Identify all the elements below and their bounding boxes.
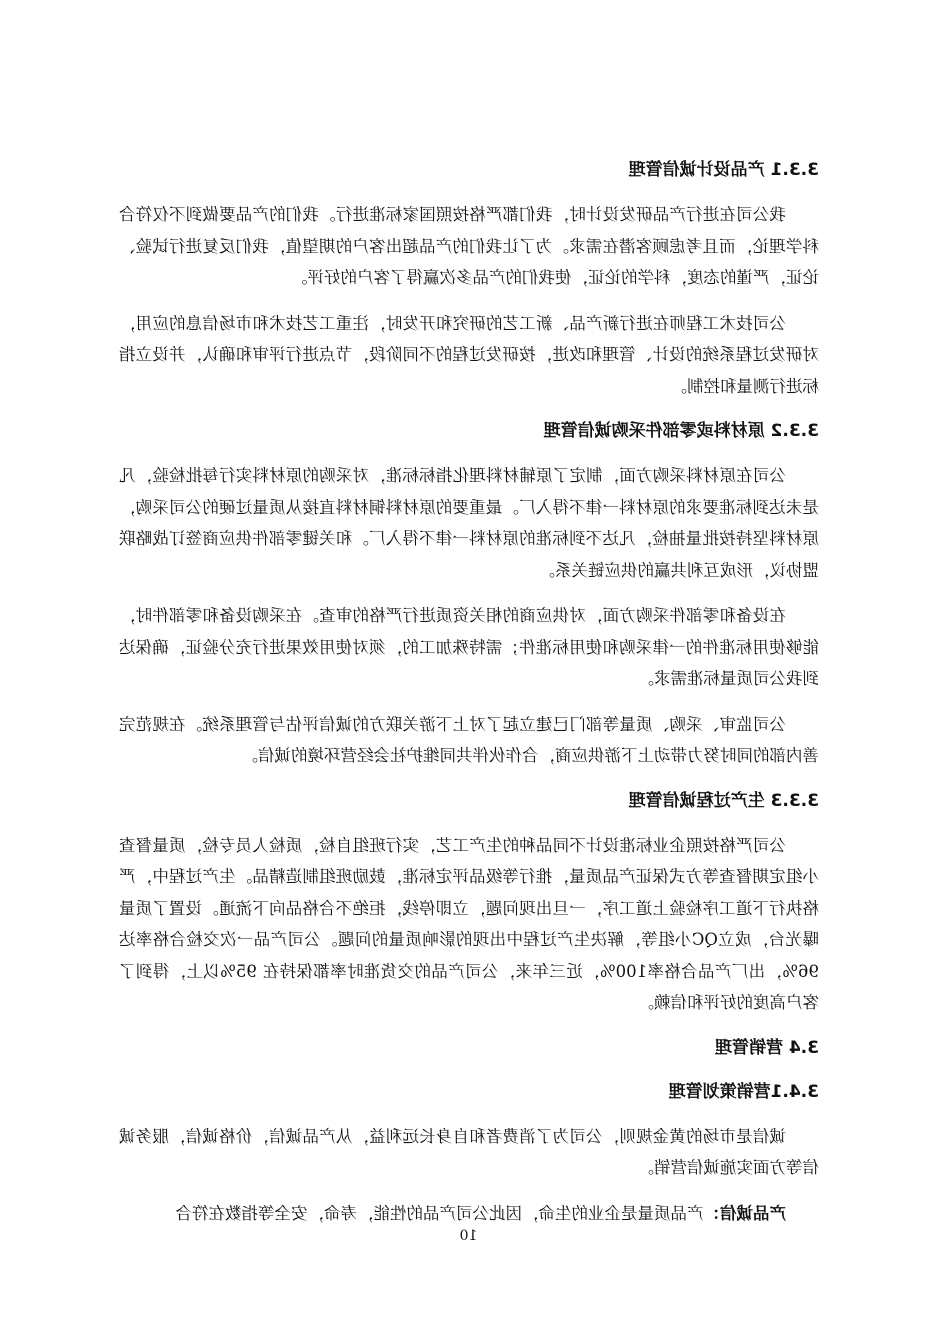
page-body <box>119 155 819 1229</box>
paragraph: 公司严格按照企业标准设计不同品种的生产工艺，实行班组自检，质检人员专检，质量督查小组定期督查等方式保证产品质量，推行等级品评定标准，鼓励班组制造精品。生产过程中，严格执行下道工序检验上道工序，一旦出现问题，立即停线，拒绝不合格品向下流通。设置了质量曝光台，成立QC小组等，解决生产过程中出现的影响质量的问题。公司产品一次交检合格率达96%，出厂产品合格率100%，近三年来，公司产品的交货准时率都保持在 95%以上，得到了客户高度的好评和信赖。 <box>119 835 819 1012</box>
page-number: 10 <box>459 1228 478 1244</box>
paragraph: 诚信是市场的黄金规则，公司为了消费者和自身长远利益，从产品诚信，价格诚信，服务诚信等方面实施诚信营销。 <box>119 1126 819 1177</box>
section-heading-3-3-3: 3.3.3 生产过程诚信管理 <box>628 790 819 811</box>
section-heading-3-3-2: 3.3.2 原材料或零部件采购诚信管理 <box>543 421 819 441</box>
paragraph-text: 产品质量是企业的生命，因此公司产品的性能，寿命，安全等指数在符合 <box>175 1203 704 1223</box>
paragraph: 在设备和零部件采购方面，对供应商的相关资质进行严格的审查。在采购设备和零部件时，能够使用标准件的一律采购和使用标准件；需特殊加工的，须对使用效果进行充分验证，确保达到我公司质量标准需求。 <box>119 606 819 688</box>
paragraph: 公司技术工程师在进行新产品、新工艺的研究和开发时，注重工艺技术和市场信息的应用，对研发过程系统的设计、管理和改进，按研发过程的不同阶段，节点进行评审和确认，并设立指标进行测量和控制。 <box>119 313 819 396</box>
paragraph: 公司监审、采购、质量等部门已建立起了对上下游关联方的诚信评估与管理系统。在规范完善内部的同时努力带动上下游供应商，合作伙伴共同维护社会经营环境的诚信。 <box>119 714 819 765</box>
paragraph-lead: 产品诚信： <box>703 1203 786 1223</box>
section-heading-3-4-1: 3.4.1营销策划管理 <box>668 1081 819 1102</box>
section-heading-3-4: 3.4 营销管理 <box>714 1037 819 1058</box>
paragraph-product-integrity <box>119 1198 819 1230</box>
section-heading-3-3-1: 3.3.1 产品设计诚信管理 <box>628 160 819 180</box>
paragraph: 公司在原材料采购方面，制定了原辅材料理化指标标准，对采购的原材料实行每批检验，凡是未达到标准要求的原材料一律不得入厂。最重要的原材料铜材料直接从质量过硬的公司采购，原材料坚持按批量抽检，凡达不到标准的原材料一律不得入厂。和关键零部件供应商签订战略联盟协议，形成互利共赢的供应链关系。 <box>119 466 819 580</box>
paragraph: 我公司在进行产品研发设计时，我们都严格按照国家标准进行。我们的产品要做到不仅符合科学理论，而且考虑顾客潜在需求。为了让我们的产品超出客户的期望值，我们反复进行试验、论证，严谨的态度，科学的论证，使我们的产品多次赢得了客户的好评。 <box>119 205 819 287</box>
